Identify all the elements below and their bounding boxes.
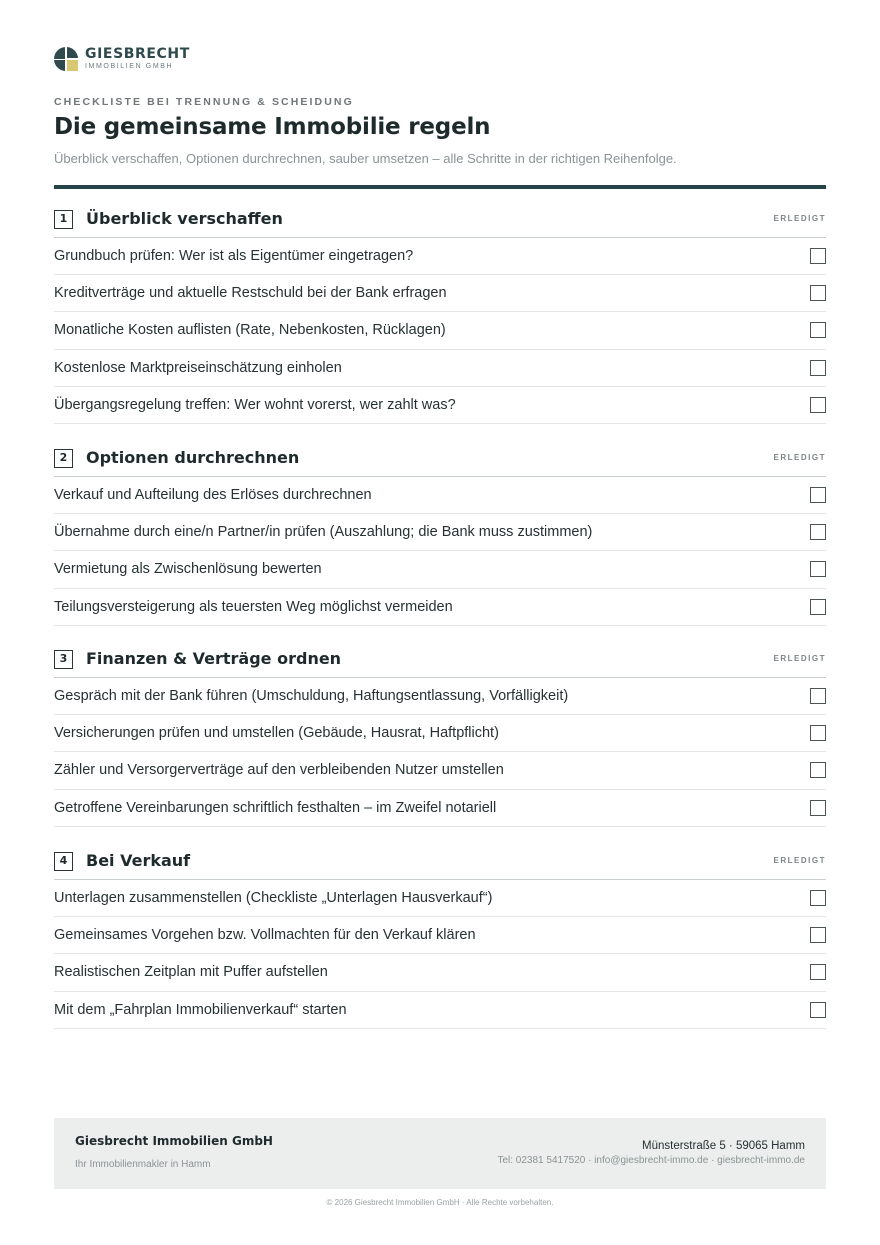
section-header [54, 842, 826, 880]
checklist-item [54, 238, 826, 275]
checkbox[interactable] [810, 524, 826, 540]
item-text: Kreditverträge und aktuelle Restschuld bei der Bank erfragen [54, 285, 447, 302]
checklist-item [54, 752, 826, 789]
section-number: 2 [54, 449, 73, 468]
checkbox[interactable] [810, 285, 826, 301]
item-text: Unterlagen zusammenstellen (Checkliste „Unterlagen Hausverkauf“) [54, 890, 493, 906]
item-text: Realistischen Zeitplan mit Puffer aufstellen [54, 964, 328, 981]
footer-contact: Tel: 02381 5417520 · info@giesbrecht-immo.de · giesbrecht-immo.de [497, 1155, 805, 1166]
checklist-item [54, 514, 826, 551]
done-column-label: ERLEDIGT [773, 214, 826, 223]
section-number: 1 [54, 210, 73, 229]
checklist-item [54, 275, 826, 312]
item-text: Monatliche Kosten auflisten (Rate, Nebenkosten, Rücklagen) [54, 322, 446, 339]
checklist-item [54, 880, 826, 917]
section-title: Optionen durchrechnen [86, 448, 300, 467]
section-title: Überblick verschaffen [86, 209, 283, 228]
item-text: Grundbuch prüfen: Wer ist als Eigentümer eingetragen? [54, 248, 414, 264]
checkbox[interactable] [810, 890, 826, 906]
checkbox[interactable] [810, 927, 826, 943]
checklist-item [54, 312, 826, 349]
done-column-label: ERLEDIGT [773, 856, 826, 865]
item-text: Übernahme durch eine/n Partner/in prüfen (Auszahlung; die Bank muss zustimmen) [54, 524, 593, 541]
page-title: Die gemeinsame Immobilie regeln [54, 114, 491, 140]
checklist-item [54, 954, 826, 991]
checklist-item [54, 992, 826, 1029]
checkbox[interactable] [810, 397, 826, 413]
done-column-label: ERLEDIGT [773, 453, 826, 462]
checkbox[interactable] [810, 762, 826, 778]
checklist-item [54, 551, 826, 588]
section-sale [54, 842, 826, 1029]
footer-address: Münsterstraße 5 · 59065 Hamm [642, 1140, 805, 1152]
document-eyebrow: CHECKLISTE BEI TRENNUNG & SCHEIDUNG [54, 96, 354, 108]
section-options [54, 439, 826, 626]
checklist-item [54, 917, 826, 954]
item-text: Kostenlose Marktpreiseinschätzung einholen [54, 359, 342, 376]
page-subtitle: Überblick verschaffen, Optionen durchrechnen, sauber umsetzen – alle Schritte in der richtigen Reihenfolge. [54, 151, 677, 166]
logo-subtitle: IMMOBILIEN GMBH [85, 63, 174, 70]
item-text: Versicherungen prüfen und umstellen (Gebäude, Hausrat, Haftpflicht) [54, 725, 499, 742]
footer-company: Giesbrecht Immobilien GmbH [75, 1134, 273, 1148]
checkbox[interactable] [810, 360, 826, 376]
checkbox[interactable] [810, 688, 826, 704]
item-text: Übergangsregelung treffen: Wer wohnt vorerst, wer zahlt was? [54, 396, 456, 413]
item-text: Getroffene Vereinbarungen schriftlich festhalten – im Zweifel notariell [54, 799, 497, 816]
checklist-item [54, 715, 826, 752]
copyright-notice: © 2026 Giesbrecht Immobilien GmbH · Alle Rechte vorbehalten. [326, 1198, 554, 1207]
checkbox[interactable] [810, 599, 826, 615]
section-header [54, 200, 826, 238]
checkbox[interactable] [810, 964, 826, 980]
item-text: Teilungsversteigerung als teuersten Weg möglichst vermeiden [54, 598, 453, 615]
checkbox[interactable] [810, 800, 826, 816]
item-text: Verkauf und Aufteilung des Erlöses durchrechnen [54, 487, 372, 503]
checklist-item [54, 589, 826, 626]
section-title: Bei Verkauf [86, 851, 191, 870]
item-text: Gemeinsames Vorgehen bzw. Vollmachten für den Verkauf klären [54, 927, 476, 944]
item-text: Gespräch mit der Bank führen (Umschuldung, Haftungsentlassung, Vorfälligkeit) [54, 688, 569, 704]
company-logo [54, 46, 190, 72]
checklist-item [54, 678, 826, 715]
checkbox[interactable] [810, 248, 826, 264]
page-footer [54, 1118, 826, 1189]
checklist-item [54, 350, 826, 387]
logo-mark-icon [54, 47, 78, 71]
section-header [54, 439, 826, 477]
section-number: 3 [54, 650, 73, 669]
section-number: 4 [54, 852, 73, 871]
done-column-label: ERLEDIGT [773, 654, 826, 663]
checkbox[interactable] [810, 561, 826, 577]
section-overview [54, 200, 826, 424]
checklist-item [54, 477, 826, 514]
section-header [54, 640, 826, 678]
checkbox[interactable] [810, 322, 826, 338]
checkbox[interactable] [810, 1002, 826, 1018]
logo-name: GIESBRECHT [85, 46, 190, 62]
item-text: Mit dem „Fahrplan Immobilienverkauf“ starten [54, 1001, 347, 1018]
checklist-item [54, 387, 826, 424]
section-title: Finanzen & Verträge ordnen [86, 649, 342, 668]
checkbox[interactable] [810, 725, 826, 741]
footer-tagline: Ihr Immobilienmakler in Hamm [75, 1159, 211, 1170]
section-finances [54, 640, 826, 827]
checkbox[interactable] [810, 487, 826, 503]
item-text: Zähler und Versorgerverträge auf den verbleibenden Nutzer umstellen [54, 762, 504, 779]
item-text: Vermietung als Zwischenlösung bewerten [54, 561, 322, 578]
checklist-item [54, 790, 826, 827]
checklist-page [54, 0, 826, 1245]
header-divider [54, 185, 826, 189]
